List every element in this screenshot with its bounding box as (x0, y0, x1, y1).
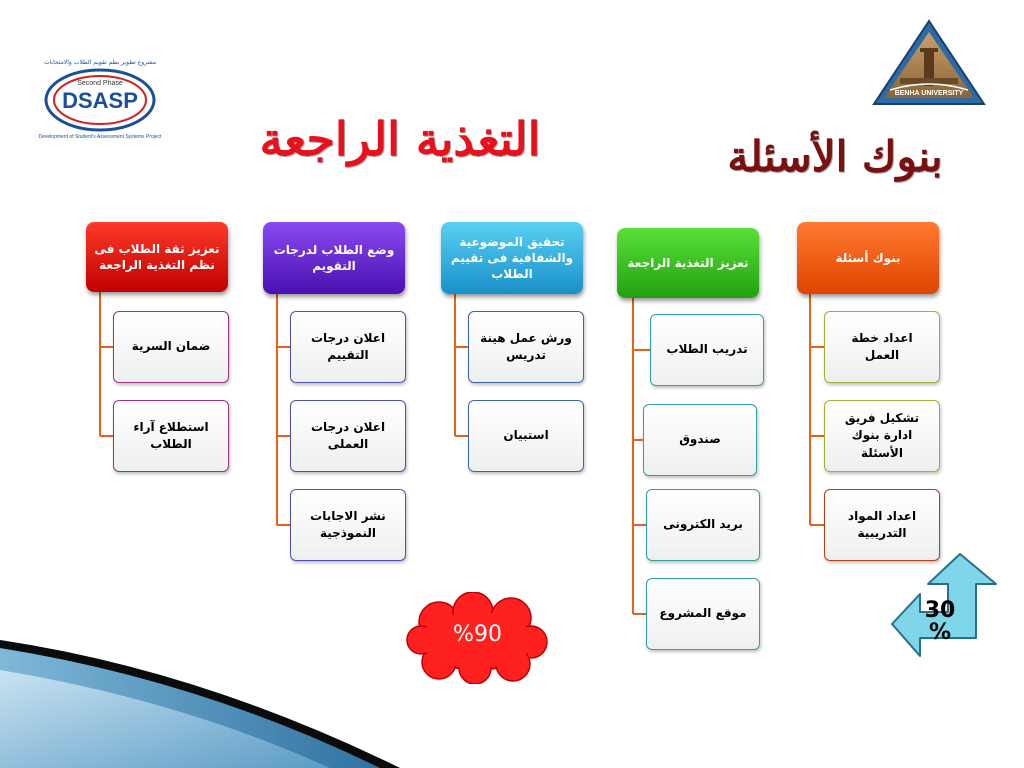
dsasp-logo-phase: Second Phase (77, 80, 123, 87)
cloud-percent: %90 (453, 622, 502, 647)
arrow-percent (920, 600, 960, 644)
node-questionnaire: استبيان (468, 400, 584, 472)
node-project-website: موقع المشروع (646, 578, 760, 650)
node-staff-workshops: ورش عمل هينة تدريس (468, 311, 584, 383)
feedback-title: التغذية الراجعة (259, 112, 541, 166)
dsasp-logo-top-text: مشروع تطوير نظم تقويم الطلاب والامتحانات (43, 59, 157, 66)
header-question-banks: بنوك أسئلة (797, 222, 939, 294)
header-enhance-feedback: تعزيز التغذية الراجعة (617, 228, 759, 298)
node-announce-grades: اعلان درجات التقييم (290, 311, 406, 383)
node-email: بريد الكترونى (646, 489, 760, 561)
node-announce-practical-grades: اعلان درجات العملى (290, 400, 406, 472)
header-objectivity-transparency: تحقيق الموضوعية والشفافية فى تقييم الطلاب (441, 222, 583, 294)
dsasp-logo-name: DSASP (62, 88, 138, 113)
node-confidentiality: ضمان السرية (113, 311, 229, 383)
node-student-survey: استطلاع آراء الطلاب (113, 400, 229, 472)
node-box: صندوق (643, 404, 757, 476)
dsasp-logo-subtitle: Development of Student's Assessment Systems Project (38, 134, 162, 140)
header-student-trust: تعزيز ثقة الطلاب فى نظم التغذية الراجعة (86, 222, 228, 292)
node-publish-model-answers: نشر الاجابات النموذجية (290, 489, 406, 561)
node-work-plan: اعداد خطة العمل (824, 311, 940, 383)
question-banks-title: بنوك الأسئلة (727, 132, 943, 181)
arrow-percent-number: 30 (924, 598, 956, 623)
node-student-training: تدريب الطلاب (650, 314, 764, 386)
cloud-badge (405, 592, 550, 684)
node-training-materials: اعداد المواد التدريبية (824, 489, 940, 561)
arrow-badge (890, 552, 1002, 658)
benha-logo-name: BENHA UNIVERSITY (894, 90, 964, 97)
node-bank-management-team: تشكيل فريق ادارة بنوك الأسئلة (824, 400, 940, 472)
header-student-grading: وضع الطلاب لدرجات التقويم (263, 222, 405, 294)
arrow-percent-sign: % (928, 620, 952, 645)
